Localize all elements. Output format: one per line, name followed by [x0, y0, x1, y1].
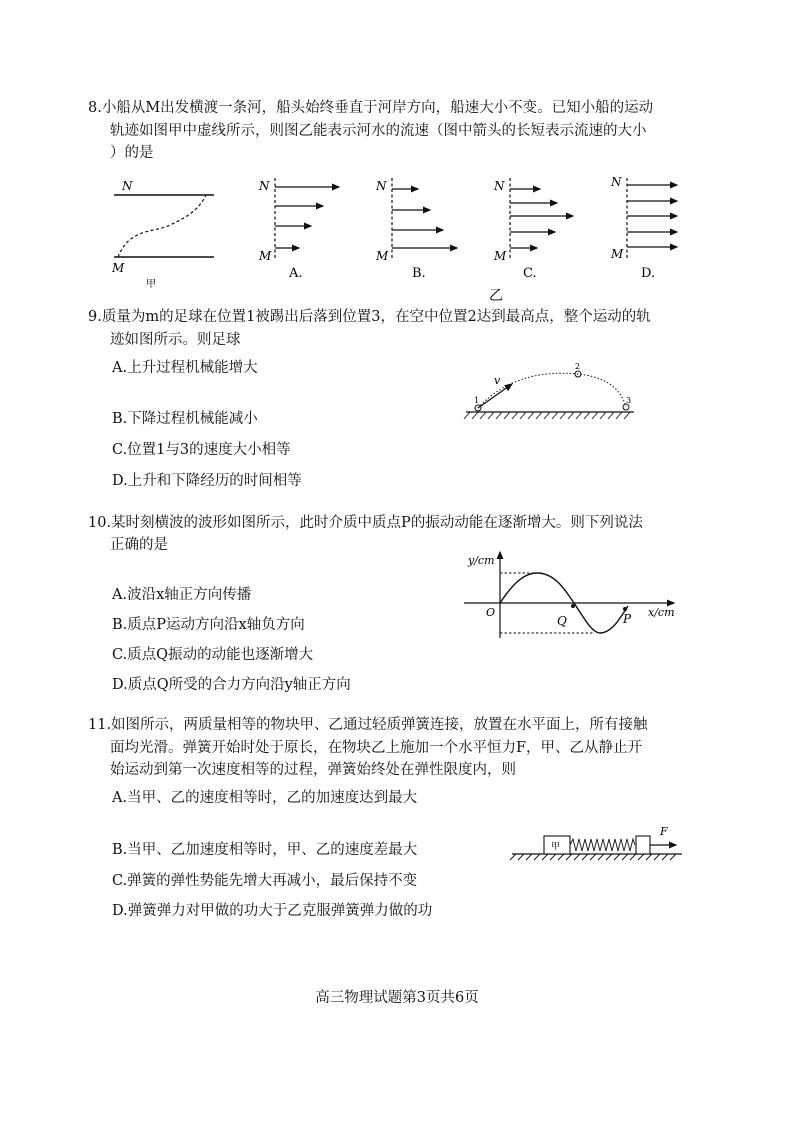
q9-option-c: C.位置1与3的速度大小相等 [112, 442, 291, 458]
q10-option-d: D.质点Q所受的合力方向沿y轴正方向 [112, 677, 351, 693]
q8-figure-jia [100, 175, 230, 290]
q8-b-label: B. [412, 266, 426, 281]
q11-option-a: A.当甲、乙的速度相等时，乙的加速度达到最大 [112, 790, 418, 806]
q8-jia-label-N: N [122, 179, 133, 193]
q11-block-jia-label: 甲 [551, 842, 561, 852]
q8-stem-line3: ）的是 [110, 145, 154, 161]
q8-c-N: N [494, 179, 505, 193]
q9-pos1-label: 1 [474, 396, 480, 405]
q8-d-N: N [611, 175, 622, 189]
q8-jia-label-M: M [112, 261, 125, 275]
q11-option-c: C.弹簧的弹性势能先增大再减小，最后保持不变 [112, 873, 418, 889]
q8-panel-d [610, 175, 677, 281]
q10-option-b: B.质点P运动方向沿x轴负方向 [112, 617, 305, 633]
q8-panel-b [375, 178, 457, 281]
q11-stem-line2: 面均光滑。弹簧开始时处于原长，在物块乙上施加一个水平恒力F，甲、乙从静止开 [110, 740, 643, 756]
q8-b-N: N [376, 179, 387, 193]
q8-panel-a [258, 178, 339, 281]
q8-stem-line2: 轨迹如图甲中虚线所示，则图乙能表示河水的流速（图中箭头的长短表示流速的大小 [110, 123, 647, 139]
q9-figure [460, 362, 640, 427]
q10-stem-line2: 正确的是 [110, 537, 168, 553]
q11-force-label: F [660, 825, 668, 838]
q9-velocity-label: v [494, 374, 501, 387]
q9-option-d: D.上升和下降经历的时间相等 [112, 473, 302, 489]
q8-d-label: D. [641, 266, 656, 281]
q11-option-d: D.弹簧弹力对甲做的功大于乙克服弹簧弹力做的功 [112, 903, 433, 919]
page-footer: 高三物理试题第3页共6页 [315, 990, 479, 1006]
q8-stem-line1: 8.小船从M出发横渡一条河，船头始终垂直于河岸方向，船速大小不变。已知小船的运动 [88, 100, 654, 116]
q10-option-c: C.质点Q振动的动能也逐渐增大 [112, 647, 314, 663]
q10-wave-figure [462, 548, 682, 643]
q8-figure-yi [255, 170, 695, 305]
q8-yi-caption: 乙 [489, 288, 503, 304]
q10-stem-line1: 10.某时刻横波的波形如图所示，此时介质中质点P的振动动能在逐渐增大。则下列说法 [88, 515, 643, 531]
q10-point-Q: Q [557, 614, 567, 628]
q8-c-label: C. [523, 266, 537, 281]
q8-jia-caption: 甲 [146, 279, 156, 290]
q8-b-M: M [376, 249, 389, 263]
q8-d-M: M [611, 247, 624, 261]
q11-option-b: B.当甲、乙加速度相等时，甲、乙的速度差最大 [112, 842, 418, 858]
q10-option-a: A.波沿x轴正方向传播 [112, 587, 252, 603]
q11-spring-figure [508, 820, 686, 860]
q9-pos3-label: 3 [626, 396, 632, 405]
q9-stem-line2: 迹如图所示。则足球 [110, 332, 241, 348]
q10-point-P: P [623, 612, 632, 626]
q11-stem-line3: 始运动到第一次速度相等的过程，弹簧始终处在弹性限度内，则 [110, 762, 516, 778]
q9-pos2-label: 2 [575, 362, 581, 371]
q9-option-b: B.下降过程机械能减小 [112, 411, 258, 427]
q10-y-axis-label: y/cm [468, 554, 495, 567]
q9-option-a: A.上升过程机械能增大 [112, 360, 258, 376]
q8-c-M: M [494, 249, 507, 263]
q10-origin-label: O [486, 606, 496, 619]
q8-a-M: M [259, 249, 272, 263]
q8-a-label: A. [289, 266, 303, 281]
q11-stem-line1: 11.如图所示，两质量相等的物块甲、乙通过轻质弹簧连接，放置在水平面上，所有接触 [88, 717, 648, 733]
q9-stem-line1: 9.质量为m的足球在位置1被踢出后落到位置3，在空中位置2达到最高点，整个运动的轨 [88, 309, 651, 325]
q10-x-axis-label: x/cm [648, 606, 675, 619]
q8-panel-c [493, 178, 573, 281]
q8-a-N: N [259, 179, 270, 193]
